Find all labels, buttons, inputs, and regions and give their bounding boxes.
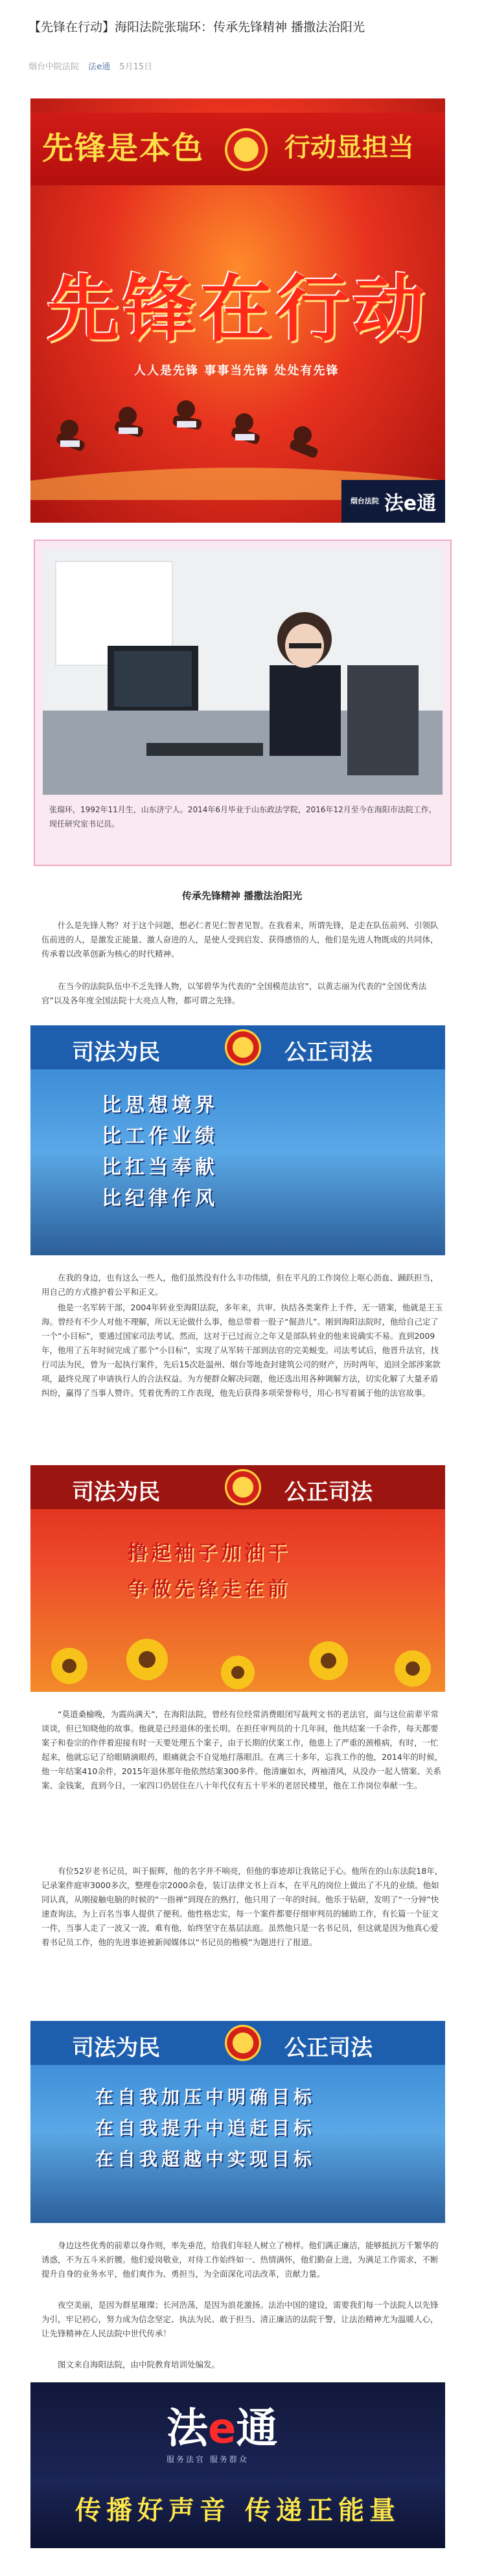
banner-2-left-text: 司法为民 [72, 1479, 160, 1505]
section-heading: 传承先锋精神 播撒法治阳光 [181, 890, 303, 902]
banner-2-header [30, 1465, 445, 1509]
office-photo [43, 549, 443, 795]
court-emblem-icon [225, 2025, 261, 2061]
court-emblem-icon [225, 1469, 261, 1505]
court-emblem-icon [225, 1029, 261, 1066]
banner-3-line-1: 在自我加压中明确目标 [95, 2086, 316, 2108]
banner-2-right-text: 公正司法 [284, 1479, 373, 1505]
paragraph-2: 在当今的法院队伍中不乏先锋人物，以邹碧华为代表的“全国模范法官”，以黄志丽为代表的“全国优秀法官”以及各年度全国法院十大亮点人物，都可谓之先锋。 [41, 981, 427, 1005]
banner-1-line-4: 比纪律作风 [102, 1187, 218, 1210]
article-meta [29, 60, 159, 72]
banner-1-line-1: 比思想境界 [102, 1094, 218, 1117]
hero-slogan-right: 行动显担当 [284, 132, 414, 163]
paragraph-4: 他是一名军转干部，2004年转业至海阳法院，多年来，共审、执结各类案件上千件，无一错案，他就是王玉海。曾经有不少人对他不理解，所以无论做什么事，他总带着一股子“倔劲儿”。刚到海阳法院时，他给自己定了一个“小目标”，要通过国家司法考试。然而，这对于已过而立之年又是部队转业的他来说确实不易。直到2009年，他用了五年时间完成了那个“小目标”，实现了从军转干部到法官的完美蜕变。司法考试后，他晋升法官，找行司法为民，曾为一起执行案件，先后15次赴温州、烟台等地查封建筑公司的财产，历时两年，追回全部涉案款项，最终兑现了申请执行人的合法权益。为方便群众解决问题，他还选出用各种调解方法，切实化解了大量矛盾纠纷，赢得了当事人赞许。凭着优秀的工作表现，他先后获得多项荣誉称号，用心书写着属于他的法官故事。 [41, 1303, 443, 1398]
paragraph-1: 什么是先锋人物？对于这个问题，想必仁者见仁智者见智。在我看来，所谓先锋，是走在队伍前列、引领队伍前进的人，是激发正能量、激人奋进的人，是使人受到启发、获得感悟的人，他们是先进人物既成的共同体，传承着以改革创新为核心的时代精神。 [41, 920, 439, 959]
hero-slogan-left: 先锋是本色 [42, 130, 205, 166]
article-date: 5月15日 [119, 62, 153, 72]
sunflowers-illustration [30, 1627, 445, 1692]
footer-motto: 传播好声音 传递正能量 [75, 2495, 400, 2525]
banner-2-line-2: 争做先锋走在前 [128, 1578, 291, 1601]
banner-3-header [30, 2021, 445, 2065]
photo-frame [34, 540, 452, 866]
article-source: 烟台中院法院 [29, 62, 80, 72]
banner-1-line-2: 比工作业绩 [102, 1125, 218, 1148]
hero-tagline: 人人是先锋 事事当先锋 处处有先锋 [134, 364, 340, 378]
banner-3-line-2: 在自我提升中追赶目标 [95, 2117, 316, 2139]
paragraph-6: 有位52岁老书记员，叫于振辉，他的名字并不响亮，但他的事迹却让我铭记于心。他所在的山东法院18年，记录案件庭审3000多次，整理卷宗2000余卷，装订法律文书上百本，在平凡的岗位上做出了不凡的业绩。他如同认真，从刚接触电脑的时候的“一指禅”到现在的熟打，他只用了一年的时间。他乐于钻研，发明了“一分钟”快速查询法，为上百名当事人提供了便利。他性格忠实，每一个案件都要仔细审判员的辅助工作，有长篇一个征文一件，当事人走了一波又一波，难有他，始终坚守在基层法庭。虽然他只是一名书记员，但这就是因为他真心爱着书记员工作，他的先进事迹被新闻媒体以“书记员的楷模”为题进行了报道。 [41, 1866, 443, 1947]
banner-3-left-text: 司法为民 [72, 2035, 160, 2061]
footer-logo: 法e通 [167, 2405, 278, 2453]
paragraph-3: 在我的身边，也有这么一些人，他们虽然没有什么丰功伟绩，但在平凡的工作岗位上呕心沥血、踊跃担当，用自己的方式推护着公平和正义。 [41, 1273, 439, 1297]
banner-3-line-3: 在自我超越中实现目标 [95, 2149, 316, 2170]
hero-banner [30, 98, 445, 523]
slogan-banner-1 [30, 1025, 445, 1255]
footer-subtitle: 服务法官 服务群众 [167, 2455, 249, 2464]
article-author-link[interactable]: 法e通 [88, 62, 111, 72]
footer-banner [30, 2382, 445, 2548]
banner-1-header [30, 1025, 445, 1069]
hero-big-title: 先锋在行动 [47, 267, 429, 352]
slogan-banner-3 [30, 2021, 445, 2223]
paragraph-8: 夜空美丽，是因为群星璀璨；长河浩荡，是因为浪花激扬。法治中国的建设，需要我们每一个法院人以先锋为引，牢记初心，努力成为信念坚定、执法为民、敢于担当、清正廉洁的法院干警，让法治精神尤为温暖人心，让先锋精神在人民法院中世代传承！ [41, 2300, 439, 2338]
office-scene-image [43, 549, 443, 795]
court-emblem-icon [225, 128, 268, 171]
banner-1-line-3: 比扛当奉献 [102, 1156, 218, 1179]
banner-3-right-text: 公正司法 [284, 2035, 373, 2061]
banner-1-right-text: 公正司法 [284, 1040, 373, 1066]
fa-e-tong-logo: 烟台法院 法e通 [341, 480, 445, 523]
paragraph-9: 图文来自海阳法院，由中院教育培训处编发。 [58, 2360, 220, 2369]
banner-2-line-1: 撸起袖子加油干 [128, 1542, 291, 1564]
photo-caption: 张瑞环，1992年11月生，山东济宁人。2014年6月毕业于山东政法学院，2016年12月至今在海阳市法院工作，现任研究室书记员。 [49, 805, 437, 828]
slogan-banner-2 [30, 1465, 445, 1692]
paragraph-7: 身边这些优秀的前辈以身作则，率先垂范，给我们年轻人树立了榜样。他们满正廉洁，能够抵抗万千繁华的诱惑，不为五斗米折腰。他们爱岗敬业，对待工作始终如一、热情满怀，他们勤奋上进，为满足工作需求，不断提升自身的业务水平，他们爽作为、勇担当，为全面深化司法改革，贡献力量。 [41, 2240, 439, 2279]
banner-1-left-text: 司法为民 [72, 1040, 160, 1066]
article-title: 【先锋在行动】海阳法院张瑞环：传承先锋精神 播撒法治阳光 [29, 20, 365, 34]
paragraph-5: “莫道桑榆晚，为霞尚满天”，在海阳法院，曾经有位经常消费眼闭写裁判文书的老法官，面与这位前辈平常谈谈，但已知晓他的故事。他就是已经退休的张长明。在担任审判员的十几年间，他共结案一千余件，每天都要案子和卷宗的作伴着迎接有时一天要处理五个案子，由于长期的伏案工作，他患上了严重的颈椎病，有时，一忙起来，他就忘记了给眼睛滴眼药，眼痛就会不自觉地打落眼泪。在离三十多年，忘我工作的他，2014年的时候，他一年结案410余件，2015年退休那年他依然结案300多件。他清廉如水，两袖清风，从没办一起人情案、关系案、金钱案，直到今日，一家四口仍居住在八十年代仅有五十平米的老居民楼里，他在工作岗位奉献一生。 [41, 1709, 443, 1790]
